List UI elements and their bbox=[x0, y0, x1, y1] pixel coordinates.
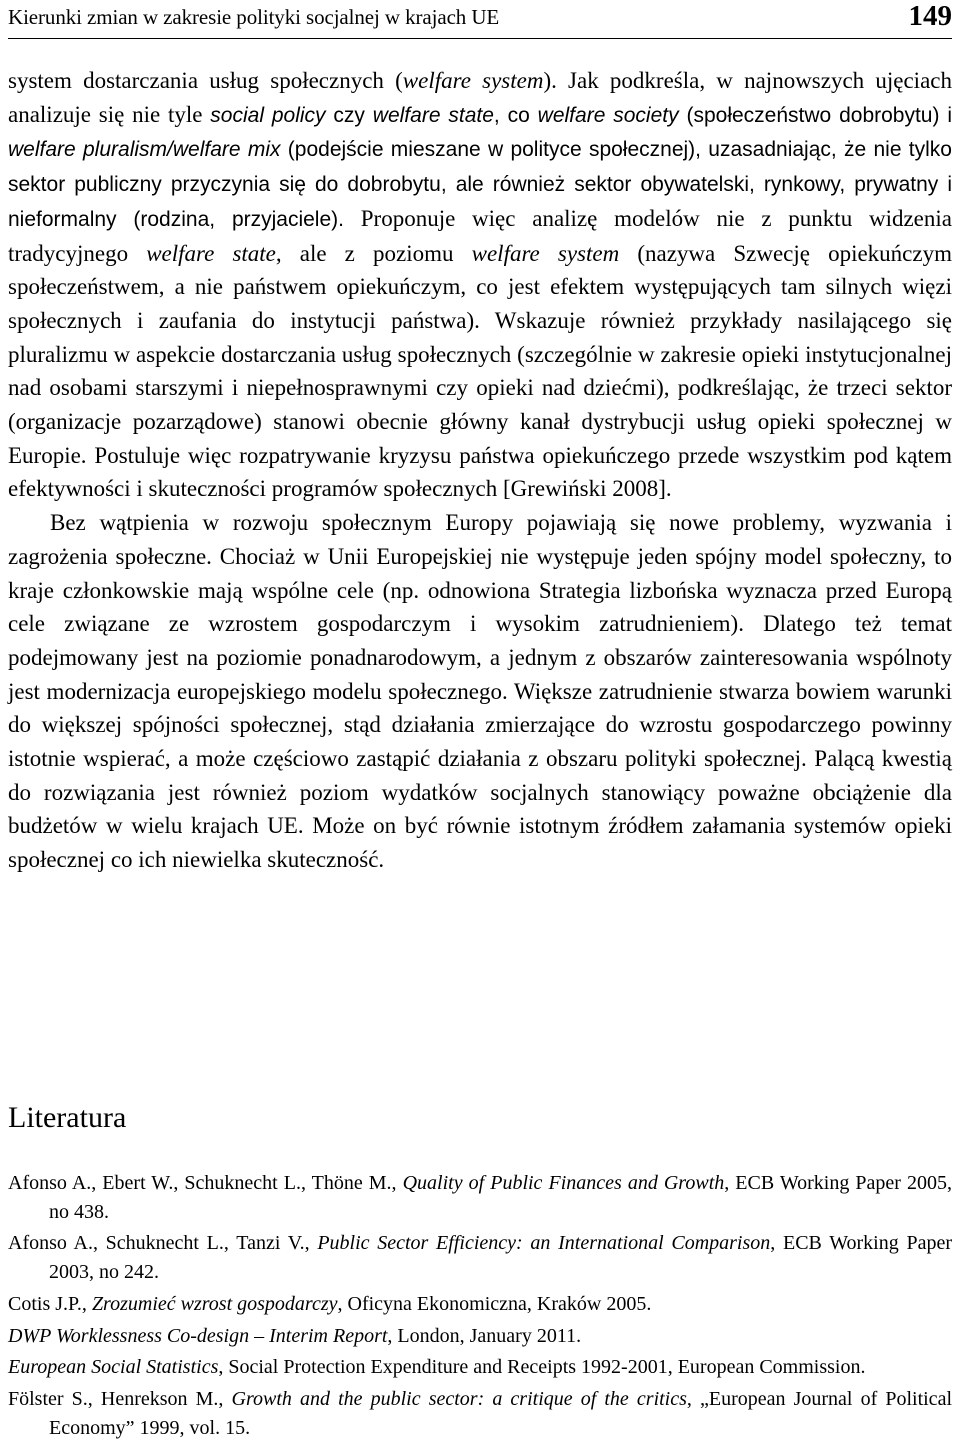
reference-item: Afonso A., Schuknecht L., Tanzi V., Public Sector Efficiency: an International Comparison, ECB Working Paper 2003, no 242. bbox=[8, 1232, 952, 1284]
paragraph-1: system dostarczania usług społecznych (welfare system). Jak podkreśla, w najnowszych ujęciach analizuje się nie tyle social policy czy welfare state, co welfare society (społeczeństwo dobrobytu) i welfare pluralism/welfare mix (podejście mieszane w polityce społecznej), uzasadniając, że nie tylko sektor publiczny przyczynia się do dobrobytu, ale również sektor obywatelski, rynkowy, prywatny i nieformalny (rodzina, przyjaciele). Proponuje więc analizę modelów nie z punktu widzenia tradycyjnego welfare state, ale z poziomu welfare system (nazywa Szwecję opiekuńczym społeczeństwem, a nie państwem opiekuńczym, co jest efektem występujących tam silnych więzi społecznych i zaufania do instytucji państwa). Wskazuje również przykłady nasilającego się pluralizmu w aspekcie dostarczania usług społecznych (szczególnie w zakresie opieki instytucjonalnej nad osobami starszymi i niepełnosprawnymi czy opieki nad dziećmi), podkreślając, że trzeci sektor (organizacje pozarządowe) stanowi obecnie główny kanał dystrybucji usług opieki społecznej w Europie. Postuluje więc rozpatrywanie kryzysu państwa opiekuńczego przede wszystkim pod kątem efektywności i skuteczności programów społecznych [Grewiński 2008]. bbox=[8, 68, 953, 502]
running-header bbox=[8, 0, 952, 39]
page-number: 149 bbox=[908, 0, 952, 32]
reference-item: European Social Statistics, Social Protection Expenditure and Receipts 1992-2001, European Commission. bbox=[8, 1356, 866, 1379]
reference-item: Cotis J.P., Zrozumieć wzrost gospodarczy, Oficyna Ekonomiczna, Kraków 2005. bbox=[8, 1292, 652, 1315]
running-title: Kierunki zmian w zakresie polityki socjalnej w krajach UE bbox=[8, 5, 500, 29]
reference-item: DWP Worklessness Co-design – Interim Report, London, January 2011. bbox=[8, 1324, 582, 1347]
document-page bbox=[8, 0, 952, 1455]
literature-heading: Literatura bbox=[8, 1101, 127, 1134]
paragraph-2: Bez wątpienia w rozwoju społecznym Europy pojawiają się nowe problemy, wyzwania i zagrożenia społeczne. Chociaż w Unii Europejskiej nie występuje jeden spójny model społeczny, to kraje członkowskie mają wspólne cele (np. odnowiona Strategia lizbońska wyznacza przed Europą cele związane ze wzrostem gospodarczym i wysokim zatrudnieniem). Dlatego też temat podejmowany jest na poziomie ponadnarodowym, a jednym z obszarów zainteresowania wspólnoty jest modernizacja europejskiego modelu społecznego. Większe zatrudnienie stwarza bowiem warunki do większej spójności społecznej, stąd działania zmierzające do wzrostu gospodarczego powinny istotnie wspierać, a może częściowo zastąpić działania z obszaru polityki społecznej. Palącą kwestią do rozwiązania jest również poziom wydatków socjalnych stanowiący poważne obciążenie dla budżetów w wielu krajach UE. Może on być równie istotnym źródłem załamania systemów opieki społecznej co ich niewielka skuteczność. bbox=[8, 510, 952, 873]
reference-item: Afonso A., Ebert W., Schuknecht L., Thöne M., Quality of Public Finances and Growth, ECB Working Paper 2005, no 438. bbox=[8, 1172, 952, 1223]
reference-list bbox=[8, 1169, 952, 1445]
body-text bbox=[8, 64, 952, 877]
reference-item: Fölster S., Henrekson M., Growth and the public sector: a critique of the critics, „European Journal of Political Economy” 1999, vol. 15. bbox=[8, 1387, 952, 1439]
